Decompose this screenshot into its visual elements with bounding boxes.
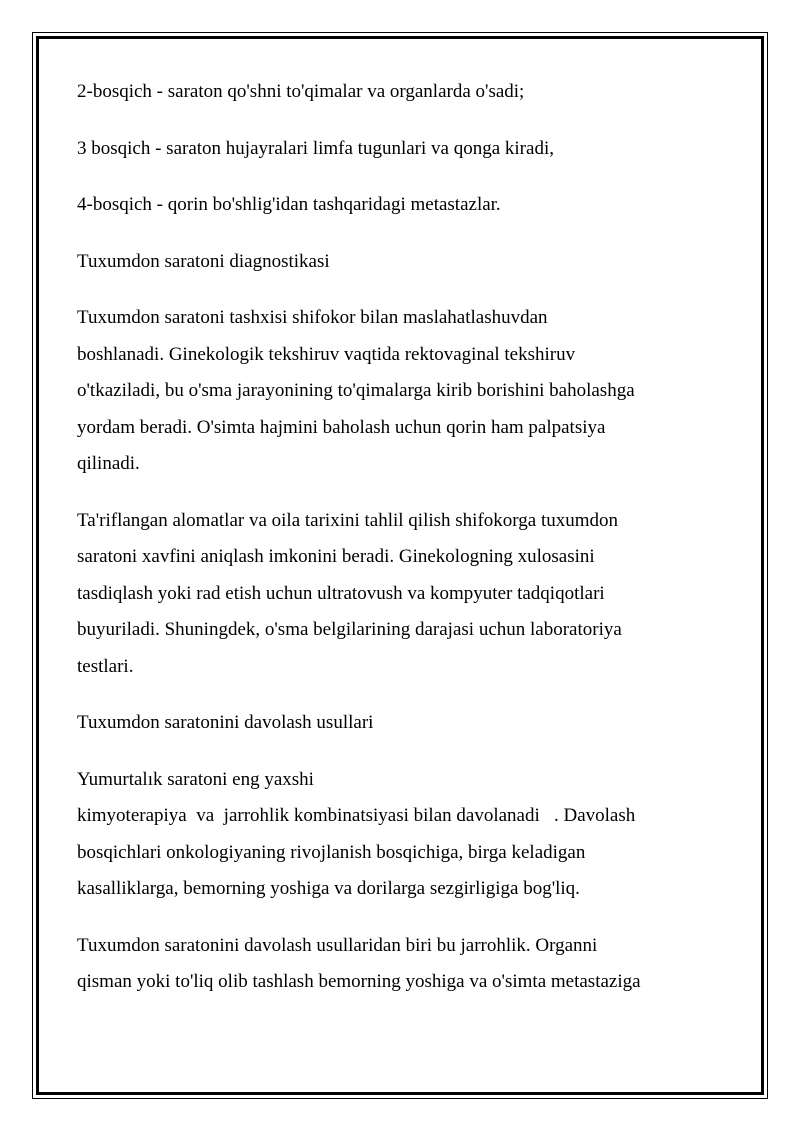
- text-line: saratoni xavfini aniqlash imkonini beradi. Ginekologning xulosasini: [77, 546, 595, 567]
- paragraph-surgery: [77, 928, 727, 1001]
- text-line: 2-bosqich - saraton qo'shni to'qimalar va organlarda o'sadi;: [77, 81, 525, 102]
- text-line: Tuxumdon saratoni tashxisi shifokor bilan maslahatlashuvdan: [77, 307, 548, 328]
- paragraph-stage-4: [77, 187, 727, 224]
- paragraph-stage-3: [77, 131, 727, 168]
- paragraph-treatment-combination: [77, 762, 727, 908]
- paragraph-risk-analysis: [77, 503, 727, 686]
- text-line: qilinadi.: [77, 453, 140, 474]
- paragraph-diagnosis: [77, 300, 727, 483]
- text-line: Tuxumdon saratoni diagnostikasi: [77, 250, 330, 272]
- text-line: 4-bosqich - qorin bo'shlig'idan tashqaridagi metastazlar.: [77, 194, 501, 215]
- paragraph-stage-2: [77, 74, 727, 111]
- text-line: Yumurtalık saratoni eng yaxshi: [77, 768, 314, 790]
- text-line: tasdiqlash yoki rad etish uchun ultratovush va kompyuter tadqiqotlari: [77, 582, 605, 604]
- text-line: bosqichlari onkologiyaning rivojlanish bosqichiga, birga keladigan: [77, 841, 586, 863]
- heading-diagnostics: [77, 244, 727, 281]
- text-line: o'tkaziladi, bu o'sma jarayonining to'qimalarga kirib borishini baholashga: [77, 380, 635, 401]
- heading-treatment: [77, 705, 727, 742]
- text-line: yordam beradi. O'simta hajmini baholash uchun qorin ham palpatsiya: [77, 416, 606, 438]
- text-line: qisman yoki to'liq olib tashlash bemorning yoshiga va o'simta metastaziga: [77, 971, 641, 992]
- text-line: Ta'riflangan alomatlar va oila tarixini tahlil qilish shifokorga tuxumdon: [77, 509, 619, 531]
- text-line: kimyoterapiya va jarrohlik kombinatsiyasi bilan davolanadi . Davolash: [77, 805, 636, 826]
- text-line: kasalliklarga, bemorning yoshiga va dorilarga sezgirligiga bog'liq.: [77, 878, 580, 899]
- text-line: Tuxumdon saratonini davolash usullari: [77, 712, 374, 733]
- text-line: buyuriladi. Shuningdek, o'sma belgilarining darajasi uchun laboratoriya: [77, 619, 622, 640]
- document-body: [77, 74, 727, 1021]
- text-line: 3 bosqich - saraton hujayralari limfa tugunlari va qonga kiradi,: [77, 137, 554, 159]
- text-line: boshlanadi. Ginekologik tekshiruv vaqtida rektovaginal tekshiruv: [77, 343, 576, 365]
- text-line: Tuxumdon saratonini davolash usullaridan biri bu jarrohlik. Organni: [77, 934, 598, 956]
- text-line: testlari.: [77, 655, 134, 677]
